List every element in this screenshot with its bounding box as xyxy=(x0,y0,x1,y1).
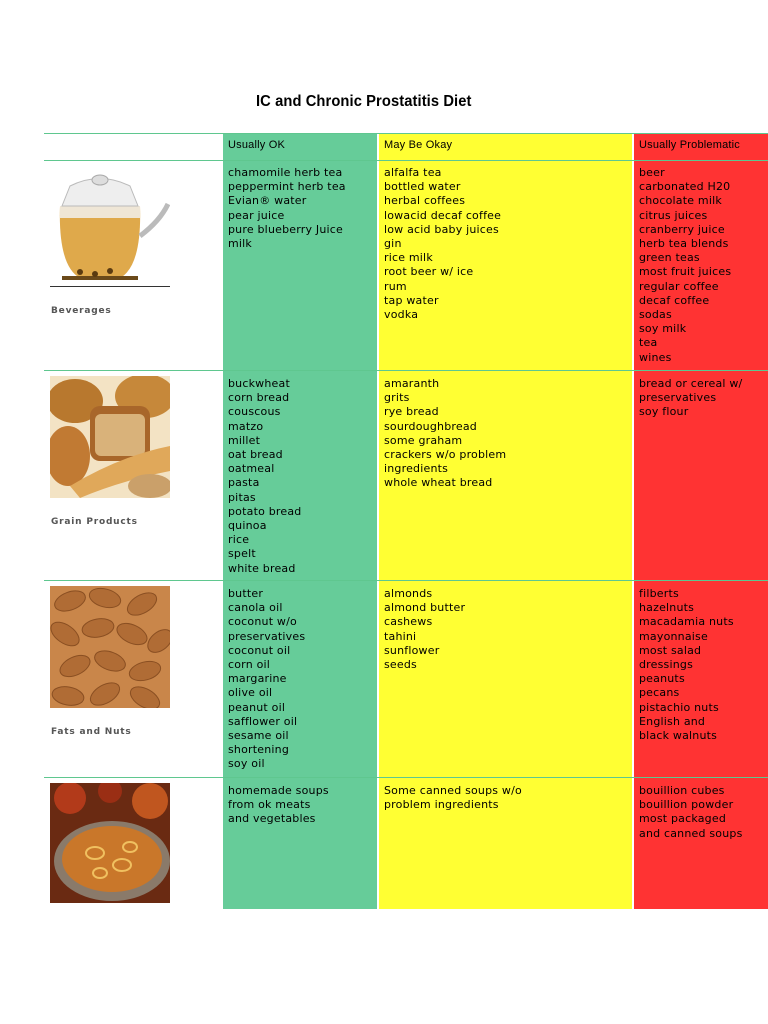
soup-bowl-icon xyxy=(50,783,170,903)
food-item: Some canned soups w/o xyxy=(384,784,522,797)
food-item: tahini xyxy=(384,629,417,643)
food-item: ingredients xyxy=(384,462,449,476)
food-item: chamomile herb tea xyxy=(228,166,343,179)
almonds-icon xyxy=(50,586,170,708)
food-item: sourdoughbread xyxy=(384,419,477,433)
cell-prob xyxy=(634,163,768,365)
food-item: pear juice xyxy=(228,208,285,222)
food-item: couscous xyxy=(228,405,281,419)
food-item: most packaged xyxy=(639,812,727,826)
cell-ok xyxy=(223,163,377,251)
food-item: butter xyxy=(228,587,264,600)
table-rule xyxy=(44,777,768,778)
food-item: coconut w/o xyxy=(228,615,297,629)
food-item: canola oil xyxy=(228,601,283,615)
cell-maybe xyxy=(379,781,632,812)
food-item: margarine xyxy=(228,672,287,686)
food-item: black walnuts xyxy=(639,729,718,743)
food-item: dressings xyxy=(639,658,694,672)
cell-ok xyxy=(223,781,377,827)
food-item: macadamia nuts xyxy=(639,615,734,629)
food-item: root beer w/ ice xyxy=(384,265,474,279)
food-item: sunflower xyxy=(384,643,440,657)
table-rule xyxy=(44,370,768,371)
food-item: citrus juices xyxy=(639,208,708,222)
food-item: and vegetables xyxy=(228,812,316,826)
food-item: rice milk xyxy=(384,251,433,265)
food-item: herbal coffees xyxy=(384,194,466,208)
food-item: lowacid decaf coffee xyxy=(384,208,502,222)
food-item: preservatives xyxy=(228,629,306,643)
food-item: most fruit juices xyxy=(639,265,732,279)
food-item: mayonnaise xyxy=(639,629,708,643)
cell-prob xyxy=(634,781,768,841)
food-item: safflower oil xyxy=(228,714,298,728)
food-item: rice xyxy=(228,533,250,547)
food-item: almonds xyxy=(384,587,433,600)
food-item: some graham xyxy=(384,433,463,447)
food-item: pistachio nuts xyxy=(639,700,719,714)
food-item: Evian® water xyxy=(228,194,307,208)
food-item: corn oil xyxy=(228,658,271,672)
cell-maybe xyxy=(379,163,632,322)
food-item: regular coffee xyxy=(639,279,719,293)
food-item: seeds xyxy=(384,658,417,672)
food-item: carbonated H20 xyxy=(639,180,731,194)
food-item: pitas xyxy=(228,490,256,504)
food-item: sodas xyxy=(639,308,672,322)
food-item: from ok meats xyxy=(228,798,311,812)
food-item: low acid baby juices xyxy=(384,222,499,236)
food-item: bouillion cubes xyxy=(639,784,725,797)
food-item: bouillion powder xyxy=(639,798,734,812)
food-item: milk xyxy=(228,237,252,251)
table-rule xyxy=(44,580,768,581)
food-item: olive oil xyxy=(228,686,273,700)
food-item: peanut oil xyxy=(228,700,286,714)
food-item: bottled water xyxy=(384,180,461,194)
cell-maybe xyxy=(379,584,632,672)
page-title: IC and Chronic Prostatitis Diet xyxy=(256,93,472,110)
food-item: matzo xyxy=(228,419,264,433)
food-item: pecans xyxy=(639,686,680,700)
food-item: grits xyxy=(384,391,410,405)
food-item: soy milk xyxy=(639,322,687,336)
food-item: sesame oil xyxy=(228,729,289,743)
food-item: and canned soups xyxy=(639,826,743,840)
food-item: vodka xyxy=(384,308,419,322)
food-item: millet xyxy=(228,433,261,447)
header-usually-problematic: Usually Problematic xyxy=(639,139,741,151)
teapot-icon xyxy=(50,166,170,286)
food-item: soy oil xyxy=(228,757,265,771)
food-item: oatmeal xyxy=(228,462,275,476)
food-item: green teas xyxy=(639,251,700,265)
row-label-beverages: Beverages xyxy=(51,306,112,316)
bread-icon xyxy=(50,376,170,498)
food-item: bread or cereal w/ xyxy=(639,377,743,390)
food-item: peppermint herb tea xyxy=(228,180,346,194)
food-item: shortening xyxy=(228,743,290,757)
cell-prob xyxy=(634,374,768,420)
food-item: soy flour xyxy=(639,405,689,419)
food-item: gin xyxy=(384,237,402,251)
food-item: almond butter xyxy=(384,601,466,615)
food-item: quinoa xyxy=(228,519,267,533)
food-item: hazelnuts xyxy=(639,601,695,615)
row-label-grain-products: Grain Products xyxy=(51,517,138,527)
food-item: whole wheat bread xyxy=(384,476,493,490)
cell-ok xyxy=(223,584,377,772)
food-item: preservatives xyxy=(639,391,717,405)
food-item: spelt xyxy=(228,547,256,561)
food-item: most salad xyxy=(639,643,702,657)
food-item: problem ingredients xyxy=(384,798,499,812)
cell-ok xyxy=(223,374,377,576)
food-item: tea xyxy=(639,336,658,350)
food-item: potato bread xyxy=(228,504,302,518)
food-item: cashews xyxy=(384,615,433,629)
food-item: wines xyxy=(639,350,672,364)
food-item: beer xyxy=(639,166,665,179)
food-item: white bread xyxy=(228,561,296,575)
food-item: pasta xyxy=(228,476,260,490)
food-item: oat bread xyxy=(228,448,283,462)
food-item: peanuts xyxy=(639,672,685,686)
cell-maybe xyxy=(379,374,632,491)
food-item: coconut oil xyxy=(228,643,291,657)
food-item: rum xyxy=(384,279,407,293)
row-label-fats-and-nuts: Fats and Nuts xyxy=(51,727,132,737)
image-baseline xyxy=(50,286,170,287)
food-item: buckwheat xyxy=(228,377,290,390)
food-item: cranberry juice xyxy=(639,222,725,236)
food-item: homemade soups xyxy=(228,784,329,797)
cell-prob xyxy=(634,584,768,743)
food-item: English and xyxy=(639,714,706,728)
food-item: alfalfa tea xyxy=(384,166,442,179)
table-rule xyxy=(44,133,768,134)
food-item: rye bread xyxy=(384,405,439,419)
food-item: corn bread xyxy=(228,391,290,405)
food-item: decaf coffee xyxy=(639,293,710,307)
food-item: pure blueberry Juice xyxy=(228,222,343,236)
food-item: amaranth xyxy=(384,377,440,390)
food-item: chocolate milk xyxy=(639,194,722,208)
table-rule xyxy=(44,160,768,161)
food-item: filberts xyxy=(639,587,679,600)
header-may-be-okay: May Be Okay xyxy=(384,139,453,151)
food-item: herb tea blends xyxy=(639,237,729,251)
food-item: tap water xyxy=(384,293,439,307)
header-usually-ok: Usually OK xyxy=(228,139,286,151)
food-item: crackers w/o problem xyxy=(384,448,507,462)
